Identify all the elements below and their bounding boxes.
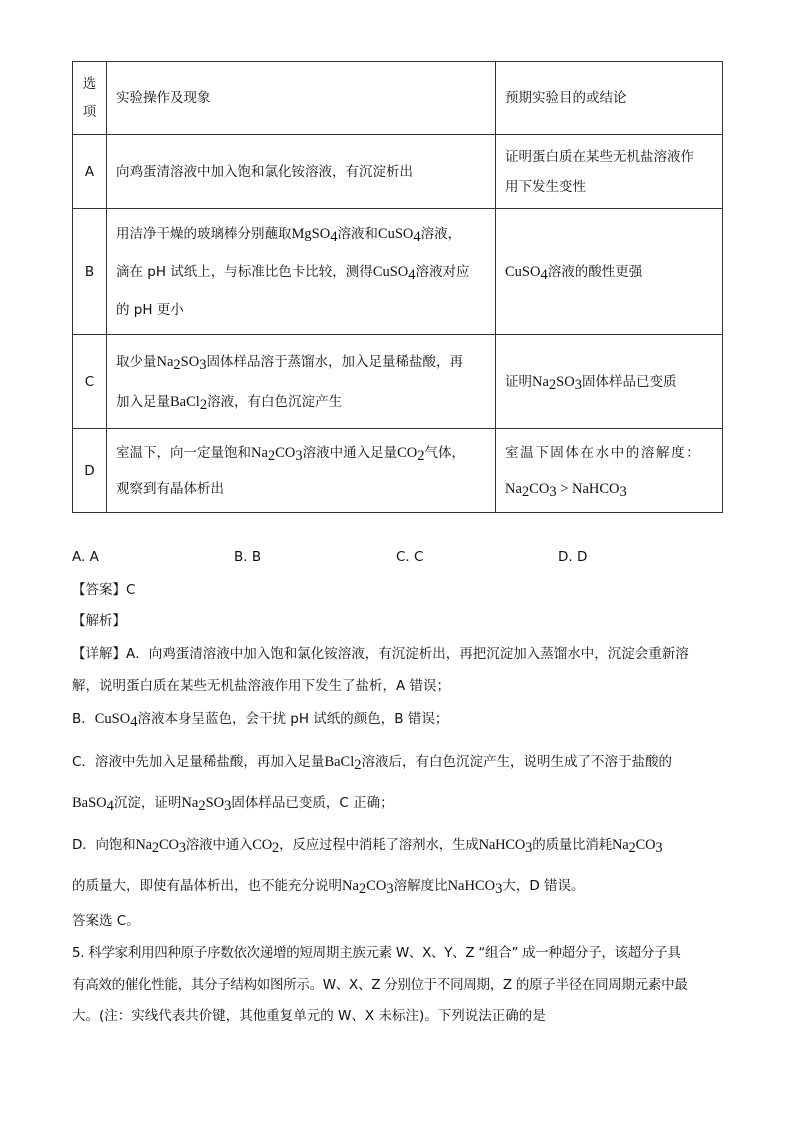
detail-c-line1: C．溶液中先加入足量稀盐酸，再加入足量BaCl$_2$溶液后，有白色沉淀产生，说明生成了不溶于盐酸的	[72, 754, 672, 773]
conclusion-cell: CuSO$_4$溶液的酸性更强	[496, 209, 723, 335]
header-conclusion: 预期实验目的或结论	[496, 62, 723, 135]
detail-d-line1: D．向饱和$Na_2CO_3$溶液中通入$CO_2$，反应过程中消耗了溶剂水，生成NaHCO$_3$的质量比消耗$Na_2CO_3$	[72, 837, 663, 856]
detail-b-line: B．CuSO$_4$溶液本身呈蓝色，会干扰 pH 试纸的颜色，B 错误；	[72, 711, 449, 730]
question5-line2: 有高效的催化性能，其分子结构如图所示。W、X、Z 分别位于不同周期，Z 的原子半径在同周期元素中最	[72, 977, 688, 993]
operation-cell: 向鸡蛋清溶液中加入饱和氯化铵溶液，有沉淀析出	[107, 135, 496, 209]
option-label: B	[73, 209, 107, 335]
operation-cell: 取少量$Na_2SO_3$固体样品溶于蒸馏水，加入足量稀盐酸，再 加入足量BaCl$_2$溶液，有白色沉淀产生	[107, 335, 496, 429]
experiment-table	[72, 61, 723, 513]
option-label: D	[73, 429, 107, 513]
operation-cell: 室温下，向一定量饱和$Na_2CO_3$溶液中通入足量$CO_2$气体， 观察到有晶体析出	[107, 429, 496, 513]
detail-a-line1: 【详解】A．向鸡蛋清溶液中加入饱和氯化铵溶液，有沉淀析出，再把沉淀加入蒸馏水中，沉淀会重新溶	[72, 646, 689, 662]
header-operation: 实验操作及现象	[107, 62, 496, 135]
choice-d[interactable]: D. D	[558, 549, 588, 565]
conclusion-cell: 室温下固体在水中的溶解度： $Na_2CO_3$ > NaHCO$_3$	[496, 429, 723, 513]
option-label: C	[73, 335, 107, 429]
header-option: 选 项	[73, 62, 107, 135]
operation-cell: 用洁净干燥的玻璃棒分别蘸取MgSO$_4$溶液和CuSO$_4$溶液， 滴在 pH 试纸上，与标准比色卡比较，测得CuSO$_4$溶液对应 的 pH 更小	[107, 209, 496, 335]
final-answer: 答案选 C。	[72, 913, 140, 929]
analysis-label: 【解析】	[72, 613, 126, 629]
conclusion-cell: 证明$Na_2SO_3$固体样品已变质	[496, 335, 723, 429]
question5-line3: 大。(注：实线代表共价键，其他重复单元的 W、X 未标注)。下列说法正确的是	[72, 1008, 546, 1024]
table-row	[73, 335, 723, 429]
table-row	[73, 429, 723, 513]
table-row	[73, 135, 723, 209]
conclusion-cell: 证明蛋白质在某些无机盐溶液作 用下发生变性	[496, 135, 723, 209]
detail-c-line2: BaSO$_4$沉淀，证明$Na_2SO_3$固体样品已变质，C 正确；	[72, 795, 394, 814]
detail-d-line2: 的质量大，即使有晶体析出，也不能充分说明$Na_2CO_3$溶解度比NaHCO$_3$大，D 错误。	[72, 878, 585, 897]
table-row	[73, 209, 723, 335]
answer-line: 【答案】C	[72, 582, 136, 598]
option-label: A	[73, 135, 107, 209]
choice-c[interactable]: C. C	[396, 549, 424, 565]
choice-a[interactable]: A. A	[72, 549, 99, 565]
table-header-row	[73, 62, 723, 135]
detail-a-line2: 解，说明蛋白质在某些无机盐溶液作用下发生了盐析，A 错误；	[72, 678, 451, 694]
question5-line1: 5. 科学家利用四种原子序数依次递增的短周期主族元素 W、X、Y、Z “组合” 成一种超分子，该超分子具	[72, 945, 681, 961]
choice-b[interactable]: B. B	[234, 549, 262, 565]
